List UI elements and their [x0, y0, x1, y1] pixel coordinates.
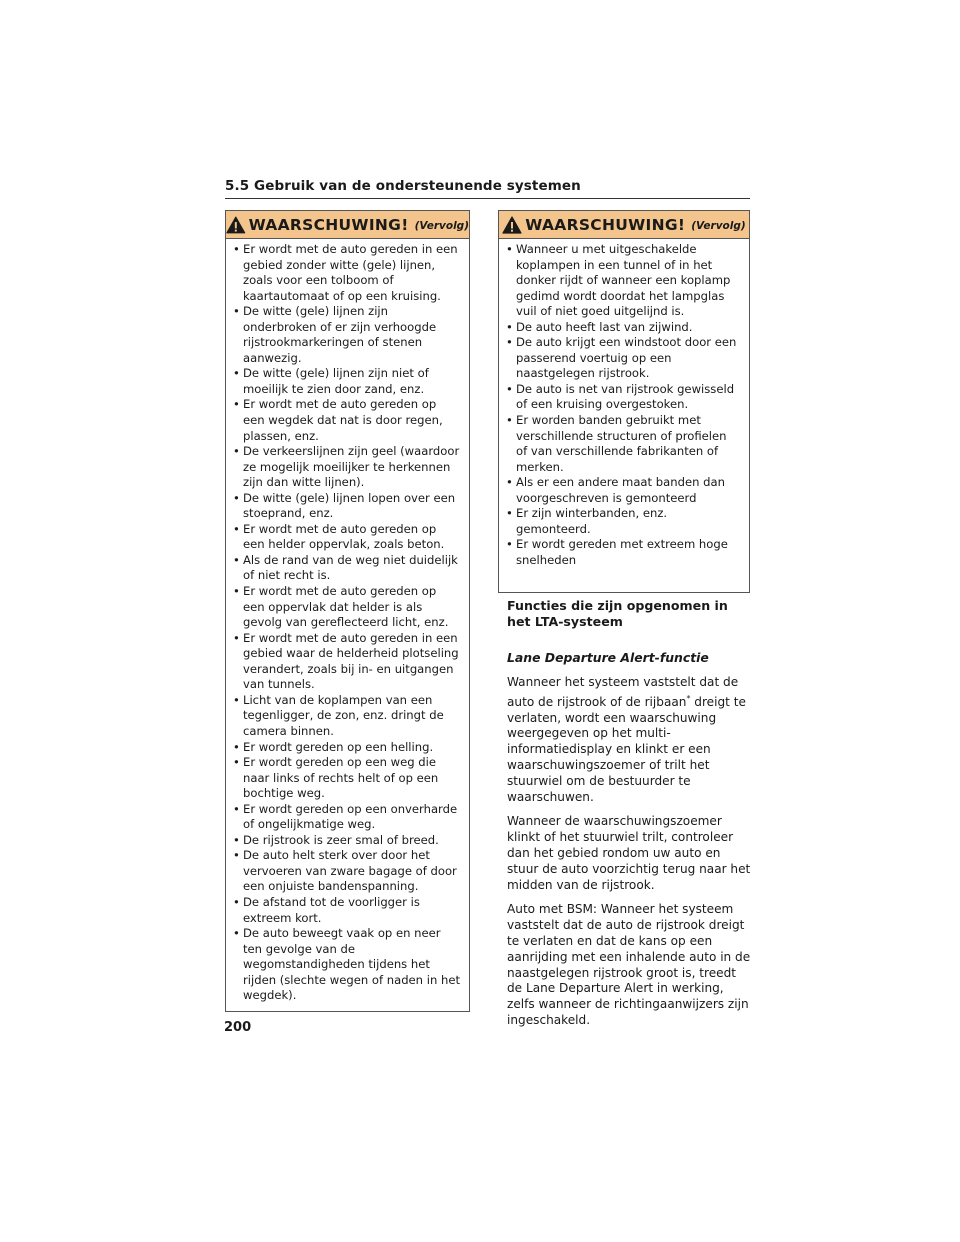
bullet-marker: •: [233, 848, 240, 863]
warning-item-text: Er wordt met de auto gereden in een gebied zonder witte (gele) lijnen, zoals voor een tolboom of kaartautomaat of op een kruising.: [243, 242, 458, 303]
bullet-marker: •: [233, 304, 240, 319]
warning-list-item: [233, 631, 461, 693]
warning-item-text: Er wordt gereden op een onverharde of ongelijkmatige weg.: [243, 801, 458, 832]
bullet-marker: •: [506, 475, 513, 490]
warning-list-item: [233, 553, 461, 584]
warning-list-item: [233, 926, 461, 1004]
lane-departure-heading: Lane Departure Alert-functie: [507, 650, 709, 665]
warning-item-text: De auto helt sterk over door het vervoeren van zware bagage of door een onjuiste bandenspanning.: [243, 848, 457, 894]
warning-list-item: [233, 491, 461, 522]
bullet-marker: •: [233, 894, 240, 909]
warning-list-item: [506, 413, 741, 475]
bullet-marker: •: [506, 506, 513, 521]
warning-triangle-icon: [502, 216, 522, 234]
bullet-marker: •: [233, 832, 240, 847]
warning-item-text: Er zijn winterbanden, enz. gemonteerd.: [516, 506, 668, 536]
warning-list-left: [226, 239, 469, 1004]
warning-list-item: [233, 304, 461, 366]
paragraph-2: Wanneer de waarschuwingszoemer klinkt of het stuurwiel trilt, controleer dan het gebied rondom uw auto en stuur de auto voorzichtig terug naar het midden van de rijstrook.: [507, 814, 751, 892]
bullet-marker: •: [233, 397, 240, 412]
warning-item-text: De auto heeft last van zijwind.: [516, 319, 693, 334]
warning-list-item: [233, 522, 461, 553]
warning-list-item: [233, 397, 461, 444]
warning-item-text: Er wordt met de auto gereden op een oppervlak dat helder is als gevolg van gereflecteerd licht, enz.: [243, 584, 449, 630]
warning-item-text: De witte (gele) lijnen zijn niet of moeilijk te zien door zand, enz.: [243, 366, 429, 396]
warning-list-item: [233, 848, 461, 895]
warning-list-item: [233, 584, 461, 631]
warning-list-item: [233, 740, 461, 756]
bullet-marker: •: [506, 335, 513, 350]
warning-item-text: De rijstrook is zeer smal of breed.: [243, 832, 439, 847]
warning-item-text: De auto is net van rijstrook gewisseld of een kruising overgestoken.: [516, 381, 735, 412]
bullet-marker: •: [233, 490, 240, 505]
warning-box-left: [225, 210, 470, 1012]
bullet-marker: •: [506, 242, 513, 256]
warning-list-item: [233, 242, 461, 304]
warning-list-item: [506, 320, 741, 336]
warning-list-item: [233, 833, 461, 849]
warning-item-text: Er wordt met de auto gereden in een gebied waar de helderheid plotseling verandert, zoals bij in- en uitgangen van tunnels.: [243, 630, 459, 692]
warning-continued: (Vervolg): [414, 220, 469, 232]
warning-item-text: De afstand tot de voorligger is extreem kort.: [243, 894, 420, 925]
bullet-marker: •: [506, 381, 513, 396]
warning-item-text: De witte (gele) lijnen zijn onderbroken of er zijn verhoogde rijstrookmarkeringen of stenen aanwezig.: [243, 304, 437, 365]
bullet-marker: •: [233, 692, 240, 707]
warning-list-item: [233, 366, 461, 397]
warning-list-item: [506, 335, 741, 382]
warning-item-text: Licht van de koplampen van een tegenligger, de zon, enz. dringt de camera binnen.: [243, 692, 444, 738]
bullet-marker: •: [233, 739, 240, 754]
warning-list-item: [233, 895, 461, 926]
paragraph-1: [507, 675, 753, 805]
warning-box-right: [498, 210, 750, 593]
paragraph-1-text-b: dreigt te verlaten, wordt een waarschuwing weergegeven op het multi-informatiedisplay en klinkt er een waarschuwingszoemer of trilt het stuurwiel om de bestuurder te waarschuwen.: [507, 694, 746, 804]
warning-item-text: Er wordt gereden met extreem hoge snelheden: [516, 537, 728, 567]
warning-item-text: De auto krijgt een windstoot door een passerend voertuig op een naastgelegen rijstrook.: [516, 335, 737, 381]
warning-continued: (Vervolg): [691, 220, 746, 232]
warning-list-item: [506, 475, 741, 506]
warning-item-text: Als de rand van de weg niet duidelijk of niet recht is.: [243, 552, 458, 583]
paragraph-3: Auto met BSM: Wanneer het systeem vaststelt dat de auto de rijstrook dreigt te verlaten en dat de kans op een aanrijding met een inhalende auto in de naastgelegen rijstrook groot is, treedt de Lane Departure Alert in werking, zelfs wanneer de richtingaanwijzers zijn ingeschakeld.: [507, 902, 751, 1027]
warning-item-text: Als er een andere maat banden dan voorgeschreven is gemonteerd: [516, 475, 725, 505]
bullet-marker: •: [233, 521, 240, 536]
warning-item-text: De auto beweegt vaak op en neer ten gevolge van de wegomstandigheden tijdens het rijden (slechte wegen of naden in het wegdek).: [243, 926, 460, 1003]
section-title: 5.5 Gebruik van de ondersteunende systemen: [225, 178, 750, 199]
warning-item-text: Er wordt gereden op een weg die naar links of rechts helt of op een bochtige weg.: [243, 755, 439, 801]
bullet-marker: •: [233, 552, 240, 567]
warning-list-item: [233, 693, 461, 740]
bullet-marker: •: [233, 444, 240, 459]
functions-heading: Functies die zijn opgenomen in het LTA-systeem: [507, 598, 728, 629]
warning-item-text: De witte (gele) lijnen lopen over een stoeprand, enz.: [243, 490, 456, 521]
warning-item-text: Wanneer u met uitgeschakelde koplampen in een tunnel of in het donker rijdt of wanneer een koplamp gedimd wordt doordat het lampglas vuil of niet goed uitgelijnd is.: [516, 242, 731, 319]
functions-section: [507, 598, 753, 1038]
warning-list-item: [506, 537, 741, 568]
warning-list-item: [233, 802, 461, 833]
page-number: 200: [224, 1020, 252, 1035]
warning-triangle-icon: [226, 216, 246, 234]
warning-item-text: Er wordt met de auto gereden op een wegdek dat nat is door regen, plassen, enz.: [243, 397, 443, 443]
bullet-marker: •: [506, 319, 513, 334]
warning-item-text: De verkeerslijnen zijn geel (waardoor ze mogelijk moeilijker te herkennen zijn dan witte lijnen).: [243, 444, 460, 490]
footnote-marker: *: [686, 693, 691, 703]
bullet-marker: •: [233, 584, 240, 599]
bullet-marker: •: [233, 926, 240, 941]
warning-item-text: Er wordt met de auto gereden op een helder oppervlak, zoals beton.: [243, 521, 445, 552]
bullet-marker: •: [233, 366, 240, 381]
warning-list-item: [233, 755, 461, 802]
warning-list-item: [233, 444, 461, 491]
warning-title: WAARSCHUWING!: [248, 215, 409, 234]
warning-item-text: Er worden banden gebruikt met verschillende structuren of profielen of van verschillende fabrikanten of merken.: [516, 413, 727, 474]
bullet-marker: •: [233, 630, 240, 645]
warning-title: WAARSCHUWING!: [525, 215, 686, 234]
warning-header: [499, 211, 749, 239]
warning-header: [226, 211, 469, 239]
warning-list-item: [506, 506, 741, 537]
bullet-marker: •: [233, 801, 240, 816]
warning-list-item: [506, 242, 741, 320]
bullet-marker: •: [506, 537, 513, 552]
bullet-marker: •: [506, 413, 513, 428]
warning-item-text: Er wordt gereden op een helling.: [243, 739, 434, 754]
bullet-marker: •: [233, 242, 240, 256]
warning-list-right: [499, 239, 749, 568]
bullet-marker: •: [233, 755, 240, 770]
paragraph-1-text-a: Wanneer het systeem vaststelt dat de auto de rijstrook of de rijbaan: [507, 675, 739, 709]
warning-list-item: [506, 382, 741, 413]
